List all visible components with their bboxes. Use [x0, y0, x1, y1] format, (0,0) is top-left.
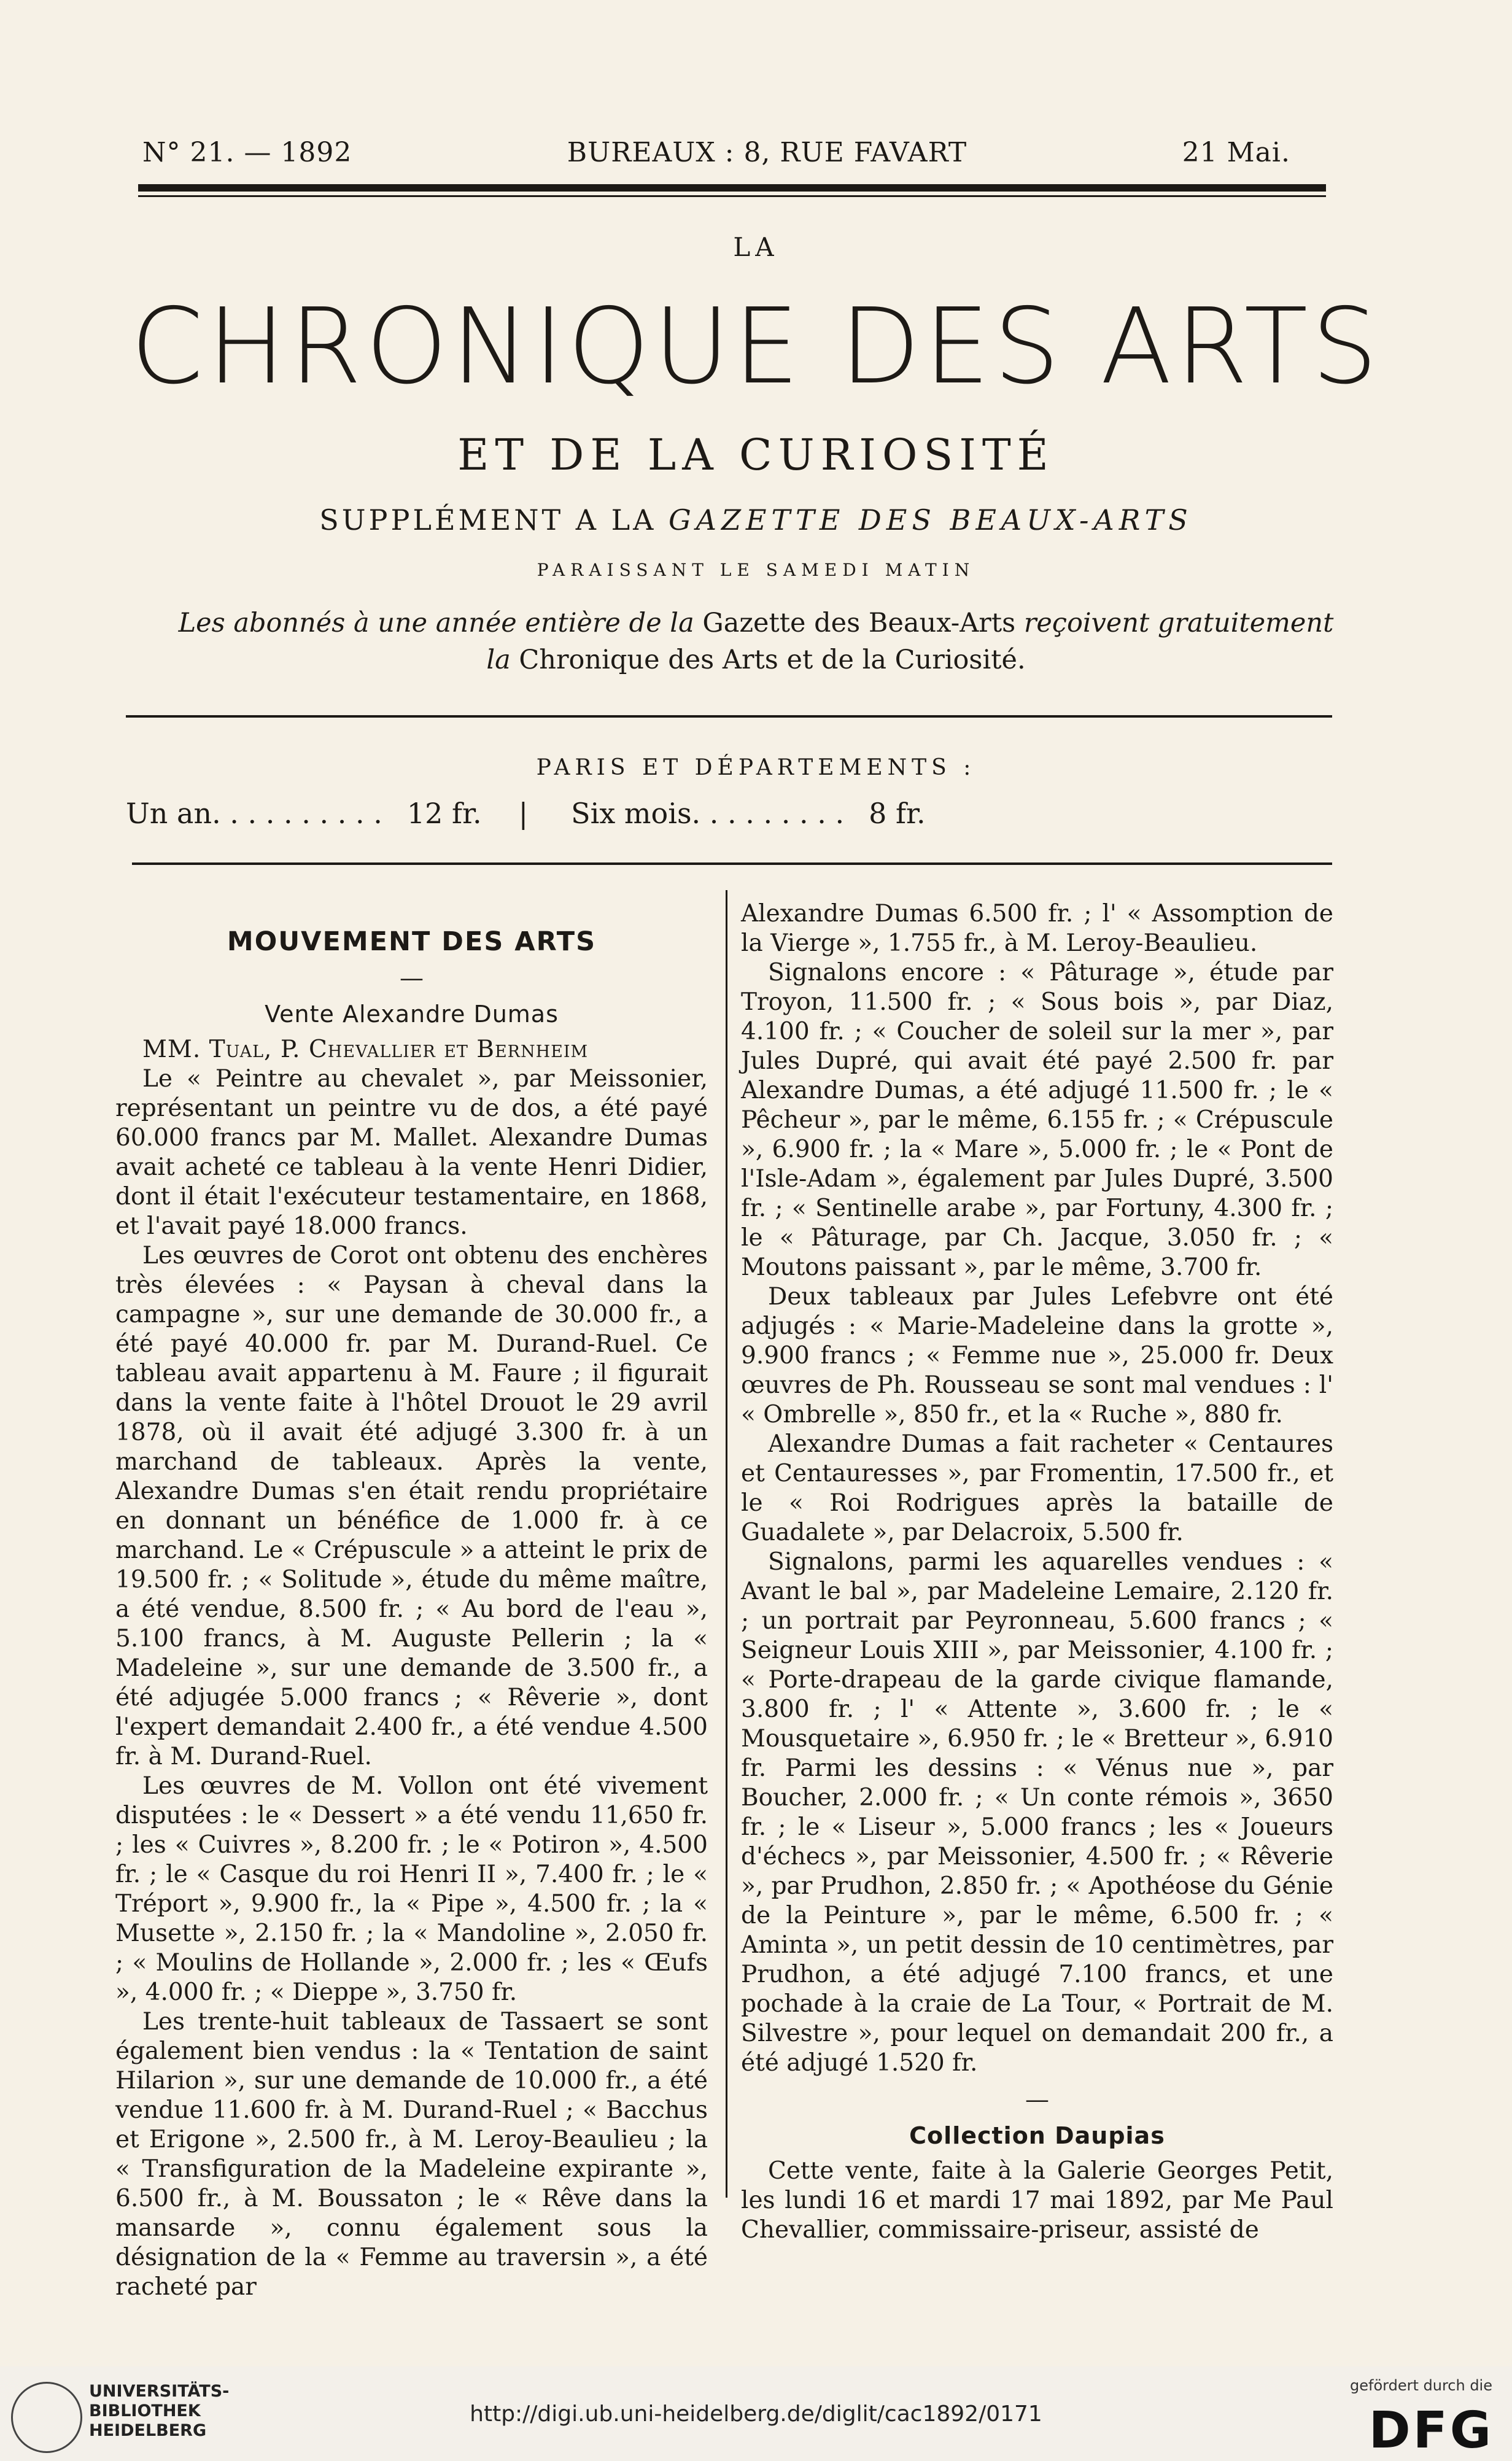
- subscribers-text-b: Gazette des Beaux-Arts: [702, 608, 1016, 638]
- subscribers-note: [0, 605, 1512, 678]
- year-price: 12 fr.: [406, 797, 482, 830]
- pricing-heading: PARIS ET DÉPARTEMENTS :: [536, 755, 976, 780]
- supplement-gazette: GAZETTE DES BEAUX-ARTS: [669, 503, 1193, 537]
- issue-number: N° 21. — 1892: [142, 136, 352, 168]
- paragraph: Les œuvres de Corot ont obtenu des enchères très élevées : « Paysan à cheval dans la campagne », sur une demande de 30.000 fr., a été payé 40.000 fr. par M. Durand-Ruel. Ce tableau avait appartenu à M. Faure ; il figurait dans la vente faite à l'hôtel Drouot le 29 avril 1878, où il avait été adjugé 3.300 fr. à un marchand de tableaux. Après la vente, Alexandre Dumas s'en était rendu propriétaire en donnant un bénéfice de 1.000 fr. à ce marchand. Le « Crépuscule » a atteint le prix de 19.500 fr. ; « Solitude », étude du même maître, a été vendue, 8.500 fr. ; « Au bord de l'eau », 5.100 francs, à M. Auguste Pellerin ; la « Madeleine », sur une demande de 3.500 fr., a été adjugée 5.000 francs ; « Rêverie », dont l'expert demandait 2.400 fr., a été vendue 4.500 fr. à M. Durand-Ruel.: [115, 1242, 708, 1770]
- year-label: Un an. . . . . . . . . .: [126, 797, 382, 830]
- section-title: MOUVEMENT DES ARTS: [227, 926, 597, 957]
- dfg-logo: DFG: [1368, 2401, 1494, 2460]
- auctioneers: MM. Tual, P. Chevallier et Bernheim: [142, 1036, 589, 1063]
- title-la: LA: [733, 232, 779, 262]
- paragraph-continuation: Alexandre Dumas 6.500 fr. ; l' « Assomption de la Vierge », 1.755 fr., à M. Leroy-Beaulieu.: [741, 900, 1333, 957]
- paragraph: Les trente-huit tableaux de Tassaert se sont également bien vendus : la « Tentation de saint Hilarion », sur une demande de 10.000 fr., a été vendue 11.600 fr. à M. Durand-Ruel ; « Bacchus et Erigone », 2.500 fr., à M. Leroy-Beaulieu ; la « Transfiguration de la Madeleine expirante », 6.500 fr., à M. Boussaton ; le « Rêve dans la mansarde », connu également sous la désignation de la « Femme au traversin », a été racheté par: [115, 2008, 708, 2301]
- half-year-label: Six mois. . . . . . . . .: [571, 797, 845, 830]
- collection-title: Collection Daupias: [909, 2122, 1165, 2149]
- left-column: [115, 899, 708, 2302]
- masthead-rule: [126, 715, 1332, 718]
- subscribers-text-e: Chronique des Arts et de la Curiosité.: [519, 645, 1026, 675]
- pricing-rule: [132, 862, 1332, 865]
- frequency-line: PARAISSANT LE SAMEDI MATIN: [537, 560, 975, 580]
- supplement-line: [0, 503, 1512, 537]
- half-year-price: 8 fr.: [869, 797, 926, 830]
- source-url[interactable]: http://digi.ub.uni-heidelberg.de/diglit/cac1892/0171: [470, 2401, 1042, 2427]
- institution-name: UNIVERSITÄTS- BIBLIOTHEK HEIDELBERG: [89, 2382, 230, 2440]
- supplement-prefix: SUPPLÉMENT A LA: [319, 503, 657, 537]
- subscribers-text-a: Les abonnés à une année entière de la: [178, 608, 694, 638]
- paragraph: Deux tableaux par Jules Lefebvre ont été adjugés : « Marie-Madeleine dans la grotte », 9.900 francs ; « Femme nue », 25.000 fr. Deux œuvres de Ph. Rousseau se sont mal vendues : l' « Ombrelle », 850 fr., et la « Ruche », 880 fr.: [741, 1283, 1333, 1428]
- paragraph: Signalons encore : « Pâturage », étude par Troyon, 11.500 fr. ; « Sous bois », par Diaz, 4.100 fr. ; « Coucher de soleil sur la mer », par Jules Dupré, qui avait été payé 2.500 fr. par Alexandre Dumas, a été adjugé 11.500 fr. ; le « Pêcheur », par le même, 6.155 fr. ; « Crépuscule », 6.900 fr. ; la « Mare », 5.000 fr. ; le « Pont de l'Isle-Adam », également par Jules Dupré, 3.500 fr. ; « Sentinelle arabe », par Fortuny, 4.300 fr. ; le « Pâturage, par Ch. Jacque, 3.050 fr. ; « Moutons paissant », par le même, 3.700 fr.: [741, 959, 1333, 1281]
- price-separator: |: [518, 797, 529, 830]
- subscribers-text-d: la: [486, 645, 511, 675]
- section-dash: —: [1025, 2086, 1049, 2114]
- office-address: BUREAUX : 8, RUE FAVART: [567, 136, 967, 168]
- sale-title: Vente Alexandre Dumas: [265, 1001, 559, 1028]
- paragraph: Le « Peintre au chevalet », par Meissonier, représentant un peintre vu de dos, a été payé 60.000 francs par M. Mallet. Alexandre Dumas avait acheté ce tableau à la vente Henri Didier, dont il était l'exécuteur testamentaire, en 1868, et l'avait payé 18.000 francs.: [115, 1065, 708, 1240]
- paragraph: Signalons, parmi les aquarelles vendues : « Avant le bal », par Madeleine Lemaire, 2.120 fr. ; un portrait par Peyronneau, 5.600 francs ; « Seigneur Louis XIII », par Meissonier, 4.100 fr. ; « Porte-drapeau de la garde civique flamande, 3.800 fr. ; l' « Attente », 3.600 fr. ; le « Mousquetaire », 6.950 fr. ; le « Bretteur », 6.910 fr. Parmi les dessins : « Vénus nue », par Boucher, 2.000 fr. ; « Un conte rémois », 3650 fr. ; le « Liseur », 5.000 francs ; les « Joueurs d'échecs », par Meissonier, 4.500 fr. ; « Rêverie », par Prudhon, 2.850 fr. ; « Apothéose du Génie de la Peinture », par le même, 6.500 fr. ; « Aminta », un petit dessin de 10 centimètres, par Prudhon, a été adjugé 7.100 francs, et une pochade à la craie de La Tour, « Portrait de M. Silvestre », pour lequel on demandait 200 fr., a été adjugé 1.520 fr.: [741, 1548, 1333, 2077]
- right-column: [741, 899, 1333, 2245]
- section-dash: —: [400, 964, 424, 992]
- subscribers-text-c: reçoivent gratuitement: [1023, 608, 1334, 638]
- publication-title: CHRONIQUE DES ARTS: [130, 286, 1382, 408]
- funded-by: gefördert durch die: [1350, 2377, 1492, 2394]
- header-rule-thin: [138, 195, 1326, 197]
- paragraph: Les œuvres de M. Vollon ont été vivement disputées : le « Dessert » a été vendu 11,650 fr. ; les « Cuivres », 8.200 fr. ; le « Potiron », 4.500 fr. ; le « Casque du roi Henri II », 7.400 fr. ; le « Tréport », 9.900 fr., la « Pipe », 4.500 fr. ; la « Musette », 2.150 fr. ; la « Mandoline », 2.050 fr. ; « Moulins de Hollande », 2.000 fr. ; les « Œufs », 4.000 fr. ; « Dieppe », 3.750 fr.: [115, 1772, 708, 2006]
- paragraph: Cette vente, faite à la Galerie Georges Petit, les lundi 16 et mardi 17 mai 1892, par Me Paul Chevallier, commissaire-priseur, assisté de: [741, 2157, 1333, 2244]
- header-rule-thick: [138, 184, 1326, 192]
- issue-date: 21 Mai.: [1182, 136, 1290, 168]
- column-divider: [726, 890, 727, 2198]
- paragraph: Alexandre Dumas a fait racheter « Centaures et Centauresses », par Fromentin, 17.500 fr., et le « Roi Rodrigues après la bataille de Guadalete », par Delacroix, 5.500 fr.: [741, 1430, 1333, 1546]
- pricing-row: [126, 797, 1332, 840]
- publication-subtitle: ET DE LA CURIOSITÉ: [457, 430, 1055, 480]
- header-row: [142, 134, 1290, 171]
